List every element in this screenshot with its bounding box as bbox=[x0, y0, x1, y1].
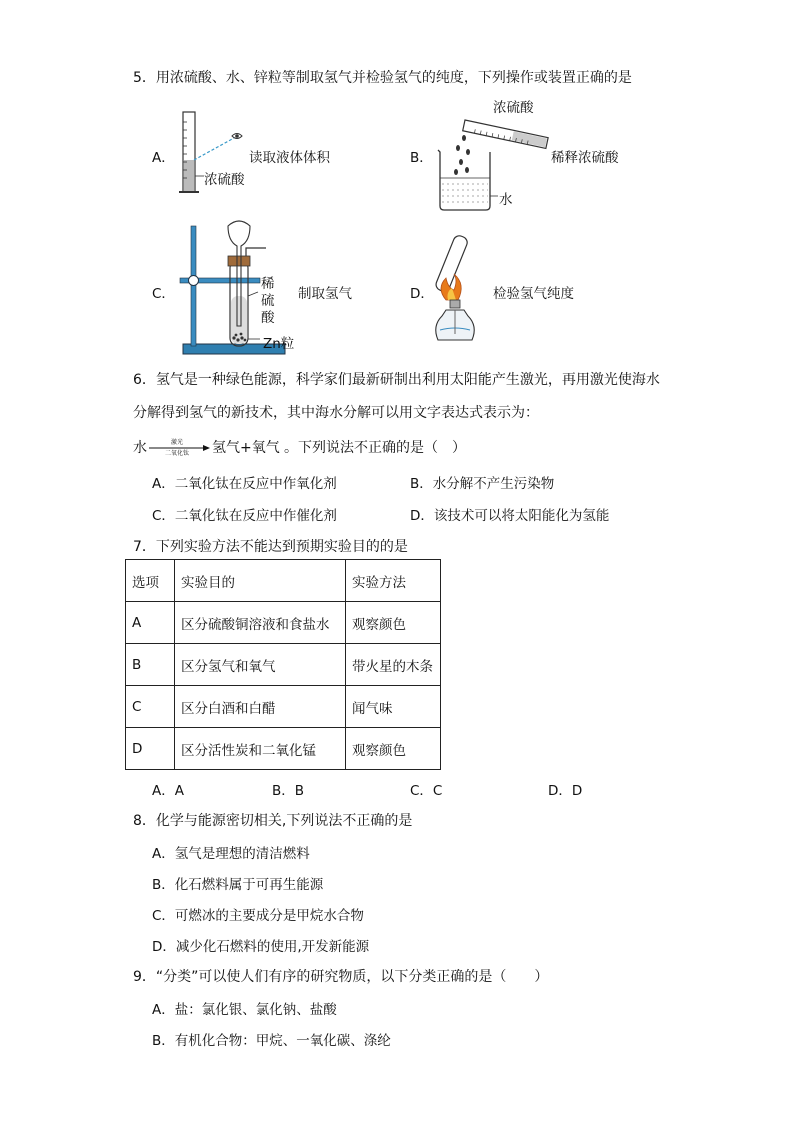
table-header-cell: 实验方法 bbox=[346, 560, 441, 602]
table-row bbox=[126, 644, 441, 686]
q5-option-a-sub: 浓硫酸 bbox=[204, 172, 245, 188]
q5-option-b-sub: 水 bbox=[499, 192, 513, 208]
q6-eq-tail: 。下列说法不正确的是（ ） bbox=[284, 440, 466, 456]
table-header-cell: 选项 bbox=[126, 560, 175, 602]
q6-eq-right: 氢气+氧气 bbox=[212, 440, 280, 456]
q7-stem: 7．下列实验方法不能达到预期实验目的的是 bbox=[133, 539, 408, 555]
table-cell: A bbox=[126, 602, 175, 644]
table-cell: 区分氢气和氧气 bbox=[175, 644, 346, 686]
q7-option-d[interactable]: D．D bbox=[548, 783, 583, 799]
q5-option-a-letter[interactable]: A． bbox=[152, 150, 175, 166]
table-cell: 区分活性炭和二氧化锰 bbox=[175, 728, 346, 770]
q5-option-b-label: 稀释浓硫酸 bbox=[551, 150, 619, 166]
q7-option-b[interactable]: B．B bbox=[272, 783, 305, 799]
q6-option-c[interactable]: C．二氧化钛在反应中作催化剂 bbox=[152, 508, 337, 524]
q7-option-a[interactable]: A．A bbox=[152, 783, 184, 799]
q9-stem: 9．“分类”可以使人们有序的研究物质，以下分类正确的是（ ） bbox=[133, 969, 549, 985]
q8-option-c[interactable]: C．可燃冰的主要成分是甲烷水合物 bbox=[152, 908, 364, 924]
reaction-arrow bbox=[149, 437, 209, 457]
q8-option-b[interactable]: B．化石燃料属于可再生能源 bbox=[152, 877, 324, 893]
table-cell: 区分硫酸铜溶液和食盐水 bbox=[175, 602, 346, 644]
q7-option-c[interactable]: C．C bbox=[410, 783, 443, 799]
q9-option-a[interactable]: A．盐：氯化银、氯化钠、盐酸 bbox=[152, 1002, 337, 1018]
table-cell: 区分白酒和白醋 bbox=[175, 686, 346, 728]
q5-option-d-label: 检验氢气纯度 bbox=[493, 286, 574, 302]
beaker-dilution-figure bbox=[430, 110, 560, 215]
q5-option-c-label: 制取氢气 bbox=[298, 286, 352, 302]
reaction-arrow-top: 激光 bbox=[171, 439, 184, 446]
q5-stem: 5．用浓硫酸、水、锌粒等制取氢气并检验氢气的纯度，下列操作或装置正确的是 bbox=[133, 70, 632, 86]
q5-option-b-top: 浓硫酸 bbox=[493, 100, 534, 116]
table-cell: 观察颜色 bbox=[346, 602, 441, 644]
q6-line2: 分解得到氢气的新技术，其中海水分解可以用文字表达式表示为： bbox=[133, 405, 539, 421]
table-row bbox=[126, 686, 441, 728]
q5-option-c-letter[interactable]: C． bbox=[152, 286, 175, 302]
q5-option-c-acid-2: 硫 bbox=[261, 293, 275, 309]
table-header-row bbox=[126, 560, 441, 602]
q6-option-a[interactable]: A．二氧化钛在反应中作氧化剂 bbox=[152, 476, 337, 492]
reaction-arrow-bottom: 二氧化钛 bbox=[165, 450, 190, 457]
q6-option-d[interactable]: D．该技术可以将太阳能化为氢能 bbox=[410, 508, 610, 524]
q8-option-a[interactable]: A．氢气是理想的清洁燃料 bbox=[152, 846, 310, 862]
table-header-cell: 实验目的 bbox=[175, 560, 346, 602]
table-row bbox=[126, 728, 441, 770]
table-cell: B bbox=[126, 644, 175, 686]
q5-option-d-letter[interactable]: D． bbox=[410, 286, 434, 302]
table-cell: C bbox=[126, 686, 175, 728]
table-cell: 带火星的木条 bbox=[346, 644, 441, 686]
q6-eq-left: 水 bbox=[133, 440, 147, 456]
q9-option-b[interactable]: B．有机化合物：甲烷、一氧化碳、涤纶 bbox=[152, 1033, 391, 1049]
q5-option-a-label: 读取液体体积 bbox=[249, 150, 330, 166]
table-cell: D bbox=[126, 728, 175, 770]
q5-option-c-zn: Zn粒 bbox=[263, 336, 295, 352]
q8-stem: 8．化学与能源密切相关,下列说法不正确的是 bbox=[133, 813, 413, 829]
table-cell: 观察颜色 bbox=[346, 728, 441, 770]
q7-table bbox=[125, 559, 441, 770]
q6-line1: 6．氢气是一种绿色能源，科学家们最新研制出利用太阳能产生激光，再用激光使海水 bbox=[133, 372, 660, 388]
q5-option-b-letter[interactable]: B． bbox=[410, 150, 433, 166]
q8-option-d[interactable]: D．减少化石燃料的使用,开发新能源 bbox=[152, 939, 370, 955]
table-row bbox=[126, 602, 441, 644]
table-cell: 闻气味 bbox=[346, 686, 441, 728]
q5-option-c-acid-3: 酸 bbox=[261, 310, 275, 326]
hydrogen-purity-test-figure bbox=[428, 230, 498, 345]
q6-option-b[interactable]: B．水分解不产生污染物 bbox=[410, 476, 555, 492]
q5-option-c-acid-1: 稀 bbox=[261, 276, 275, 292]
